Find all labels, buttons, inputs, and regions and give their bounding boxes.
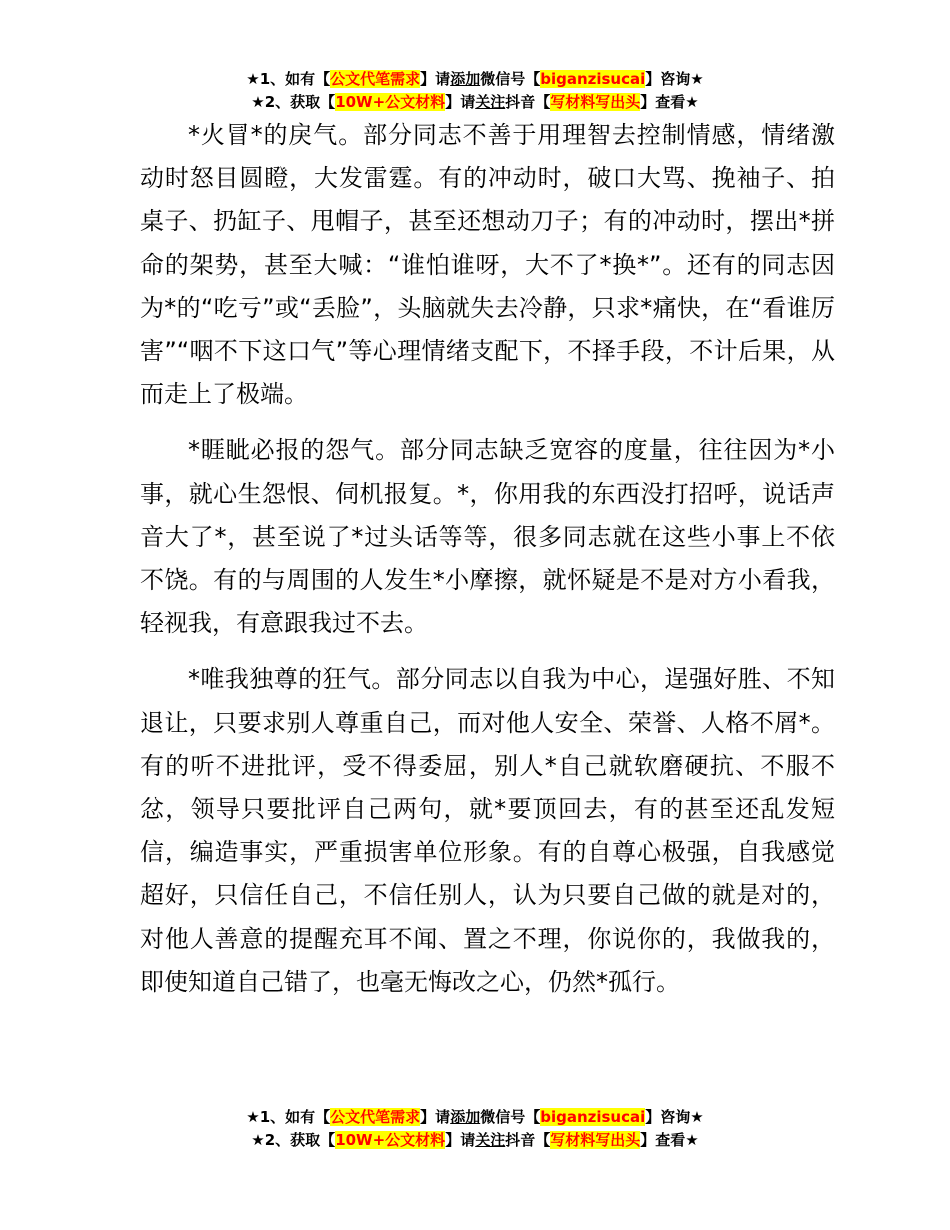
banner-highlight: 公文代笔需求 <box>330 1108 421 1126</box>
banner-text: 】请 <box>420 70 451 88</box>
banner-text: 】查看★ <box>640 1131 699 1149</box>
banner-line-1 <box>0 68 950 91</box>
document-body <box>140 114 835 1017</box>
banner-text: 微信号【 <box>480 70 541 88</box>
banner-underline: 添加 <box>450 1108 481 1126</box>
banner-line-1 <box>0 1106 950 1129</box>
banner-text: ★2、获取【 <box>251 1131 336 1149</box>
banner-underline: 关注 <box>475 93 506 111</box>
banner-underline: 添加 <box>450 70 481 88</box>
banner-text: 】请 <box>420 1108 451 1126</box>
banner-highlight: biganzisucai <box>540 1108 646 1126</box>
banner-text: 微信号【 <box>480 1108 541 1126</box>
banner-line-2 <box>0 1129 950 1152</box>
banner-highlight: biganzisucai <box>540 70 646 88</box>
banner-line-2 <box>0 91 950 114</box>
banner-text: ★1、如有【 <box>246 1108 331 1126</box>
banner-highlight: 10W+公文材料 <box>335 1131 446 1149</box>
banner-text: 抖音【 <box>505 1131 551 1149</box>
banner-text: 】咨询★ <box>645 1108 704 1126</box>
banner-text: 】查看★ <box>640 93 699 111</box>
banner-highlight: 写材料写出头 <box>550 93 641 111</box>
header-banner <box>0 68 950 114</box>
paragraph-2: *睚眦必报的怨气。部分同志缺乏宽容的度量，往往因为*小事，就心生怨恨、伺机报复。*，你用我的东西没打招呼，说话声音大了*，甚至说了*过头话等等，很多同志就在这些小事上不依不饶。有的与周围的人发生*小摩擦，就怀疑是不是对方小看我，轻视我，有意跟我过不去。 <box>140 436 835 638</box>
paragraph-3: *唯我独尊的狂气。部分同志以自我为中心，逞强好胜、不知退让，只要求别人尊重自己，而对他人安全、荣誉、人格不屑*。有的听不进批评，受不得委屈，别人*自己就软磨硬抗、不服不忿，领导只要批评自己两句，就*要顶回去，有的甚至还乱发短信，编造事实，严重损害单位形象。有的自尊心极强，自我感觉超好，只信任自己，不信任别人，认为只要自己做的就是对的，对他人善意的提醒充耳不闻、置之不理，你说你的，我做我的，即使知道自己错了，也毫无悔改之心，仍然*孤行。 <box>140 665 835 996</box>
banner-text: 】咨询★ <box>645 70 704 88</box>
banner-highlight: 写材料写出头 <box>550 1131 641 1149</box>
banner-text: ★2、获取【 <box>251 93 336 111</box>
banner-highlight: 公文代笔需求 <box>330 70 421 88</box>
banner-underline: 关注 <box>475 1131 506 1149</box>
banner-text: 】请 <box>445 1131 476 1149</box>
footer-banner <box>0 1106 950 1152</box>
banner-highlight: 10W+公文材料 <box>335 93 446 111</box>
paragraph-1: *火冒*的戾气。部分同志不善于用理智去控制情感，情绪激动时怒目圆瞪，大发雷霆。有的冲动时，破口大骂、挽袖子、拍桌子、扔缸子、甩帽子，甚至还想动刀子；有的冲动时，摆出*拼命的架势，甚至大喊：“谁怕谁呀，大不了*换*”。还有的同志因为*的“吃亏”或“丢脸”，头脑就失去冷静，只求*痛快，在“看谁厉害”“咽不下这口气”等心理情绪支配下，不择手段，不计后果，从而走上了极端。 <box>140 121 835 409</box>
banner-text: 抖音【 <box>505 93 551 111</box>
banner-text: 】请 <box>445 93 476 111</box>
banner-text: ★1、如有【 <box>246 70 331 88</box>
